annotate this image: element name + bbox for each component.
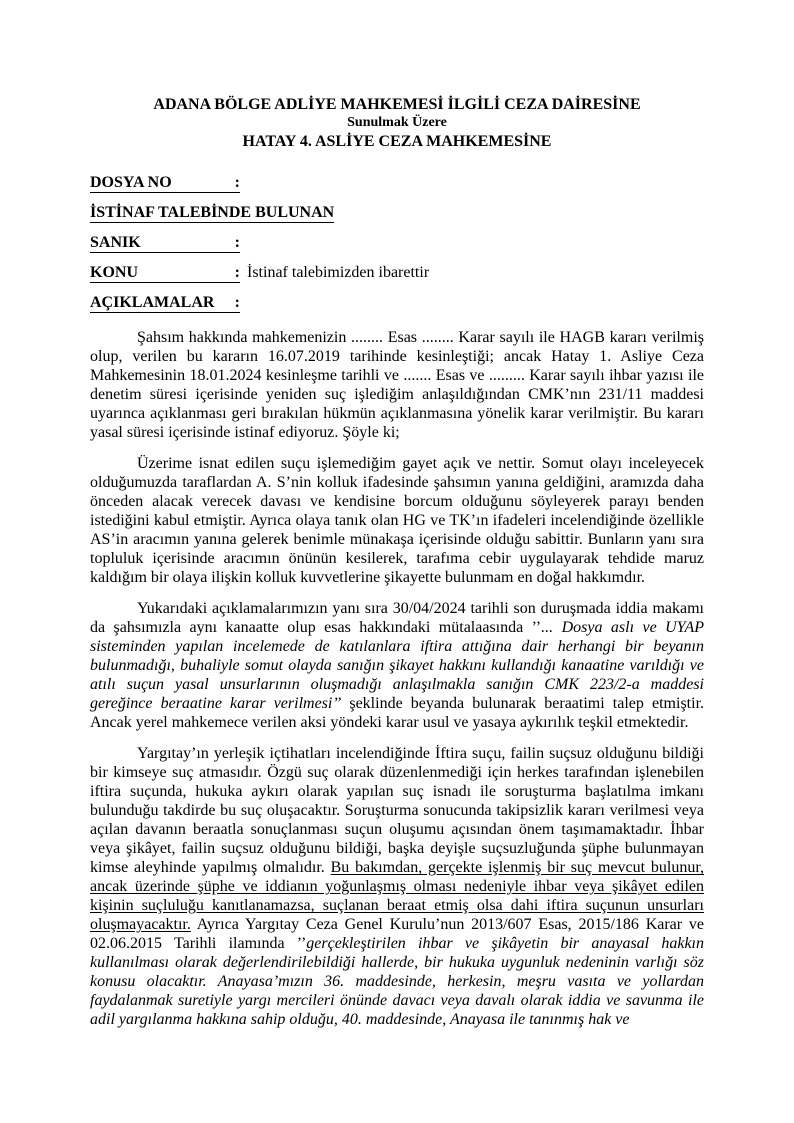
body-paragraph xyxy=(90,328,704,442)
header-court-line: ADANA BÖLGE ADLİYE MAHKEMESİ İLGİLİ CEZA DAİRESİNE xyxy=(153,96,641,113)
text-run-normal: Ayrıca Yargıtay Ceza Genel Kurulu’nun 2013/607 Esas, 2015/186 Karar ve 02.06.2015 Tarihli ilamında ’’ xyxy=(90,916,704,952)
field-label-text: AÇIKLAMALAR xyxy=(90,294,215,311)
field-row xyxy=(90,264,704,283)
paragraphs-section xyxy=(90,328,704,1029)
field-colon: : xyxy=(234,174,240,191)
text-run-normal: Üzerime isnat edilen suçu işlemediğim gayet açık ve nettir. Somut olayı inceleyecek olduğumuzda taraflardan A. S’nin kolluk ifadesinde şahsımın yanına geldiğini, aramızda daha önceden alacak verecek davası ve kendisine borcum olduğunu söyleyerek parayı benden istediğini kabul etmiştir. Ayrıca olaya tanık olan HG ve TK’ın ifadeleri incelendiğinde özellikle AS’in aracımın yanına gelerek benimle münakaşa içerisinde olduğu sabittir. Bunların yanı sıra topluluk içerisinde aracımın önünün kesilerek, tarafıma cebir uygulayarak tehdide maruz kaldığım bir olaya ilişkin kolluk kuvvetlerine şikayette bulunmam en doğal hakkımdır. xyxy=(90,455,704,586)
header-via-line: Sunulmak Üzere xyxy=(347,115,447,130)
field-row xyxy=(90,294,704,313)
text-run-underline: Bu bakımdan, gerçekte işlenmiş bir suç mevcut bulunur, ancak üzerinde şüphe ve iddianın yoğunlaşmış olması nedeniyle ihbar veya şikâyet edilen kişinin suçluluğu kanıtlanamazsa, suçlanan beraat etmiş olsa dahi iftira suçunun unsurları oluşmayacaktır. xyxy=(90,859,705,933)
field-row xyxy=(90,204,704,223)
field-label xyxy=(90,264,240,283)
document-header xyxy=(90,95,704,151)
field-label xyxy=(90,204,334,223)
header-submitting-court-line: HATAY 4. ASLİYE CEZA MAHKEMESİNE xyxy=(242,133,552,150)
fields-section xyxy=(90,174,704,313)
field-row xyxy=(90,174,704,193)
field-label xyxy=(90,294,240,313)
field-row xyxy=(90,234,704,253)
field-colon: : xyxy=(234,264,240,281)
field-label-text: SANIK xyxy=(90,234,141,251)
body-paragraph xyxy=(90,454,704,587)
field-colon: : xyxy=(234,294,240,311)
field-value: İstinaf talebimizden ibarettir xyxy=(247,264,430,281)
field-colon: : xyxy=(234,234,240,251)
field-label-text: KONU xyxy=(90,264,138,281)
text-run-italic: ... Dosya aslı ve UYAP sisteminden yapılan incelemede de katılanlara iftira attığına dair herhangi bir beyanın bulunmadığı, buhaliyle somut olayda sanığın şikayet hakkını kullandığı kanaatine varıldığı ve atılı suçun yasal unsurlarının oluşmadığı anlaşılmakla sanığın CMK 223/2-a maddesi gereğince beraatine karar verilmesi’’ xyxy=(90,619,704,712)
text-run-normal: şeklinde beyanda bulunarak beraatimi talep etmiştir. Ancak yerel mahkemece verilen aksi yöndeki karar usul ve yasaya aykırılık teşkil etmektedir. xyxy=(90,695,705,731)
field-label xyxy=(90,174,240,193)
body-paragraph xyxy=(90,744,704,1029)
field-label-text: İSTİNAF TALEBİNDE BULUNAN xyxy=(90,204,335,221)
body-paragraph xyxy=(90,599,704,732)
field-label-text: DOSYA NO xyxy=(90,174,172,191)
text-run-italic: gerçekleştirilen ihbar ve şikâyetin bir anayasal hakkın kullanılması olarak değerlendirilebildiği hallerde, bir hukuka uygunluk nedeninin varlığı söz konusu olacaktır. Anayasa’mızın 36. maddesinde, herkesin, meşru vasıta ve yollardan faydalanmak suretiyle yargı mercileri önünde davacı veya davalı olarak iddia ve savunma ile adil yargılanma hakkına sahip olduğu, 40. maddesinde, Anayasa ile tanınmış hak ve xyxy=(90,935,704,1028)
text-run-normal: Yargıtay’ın yerleşik içtihatları incelendiğinde İftira suçu, failin suçsuz olduğunu bildiği bir kimseye suç atmasıdır. Özgü suç olarak düzenlenmediği için herkes tarafından işlenebilen iftira suçunda, hukuka aykırı olarak yapılan suç isnadı ile soruşturma başlatılma imkanı bulunduğu takdirde bu suç oluşacaktır. Soruşturma sonucunda takipsizlik kararı verilmesi veya açılan davanın beraatla sonuçlanması suçun oluşumu açısından önem taşımamaktadır. İhbar veya şikâyet, failin suçsuz olduğunu bildiği, başka deyişle suçsuzluğunda şüphe bulunmayan kimse aleyhinde yapılmış olmalıdır. xyxy=(90,745,704,876)
text-run-normal: Şahsım hakkında mahkemenizin ........ Esas ........ Karar sayılı ile HAGB kararı verilmiş olup, verilen bu kararın 16.07.2019 tarihinde kesinleştiği; ancak Hatay 1. Asliye Ceza Mahkemesinin 18.01.2024 kesinleşme tarihli ve ....... Esas ve ......... Karar sayılı ihbar yazısı ile denetim süresi içerisinde yeniden suç işlediğim anlaşıldığından CMK’nın 231/11 maddesi uyarınca açıklanması geri bırakılan hükmün açıklanmasına yönelik karar verilmiştir. Bu kararı yasal süresi içerisinde istinaf ediyoruz. Şöyle ki; xyxy=(90,329,704,441)
text-run-normal: Yukarıdaki açıklamalarımızın yanı sıra 30/04/2024 tarihli son duruşmada iddia makamı da şahsımızla aynı kanaatte olup esas hakkındaki mütalaasında ’’ xyxy=(90,600,704,636)
field-label xyxy=(90,234,240,253)
